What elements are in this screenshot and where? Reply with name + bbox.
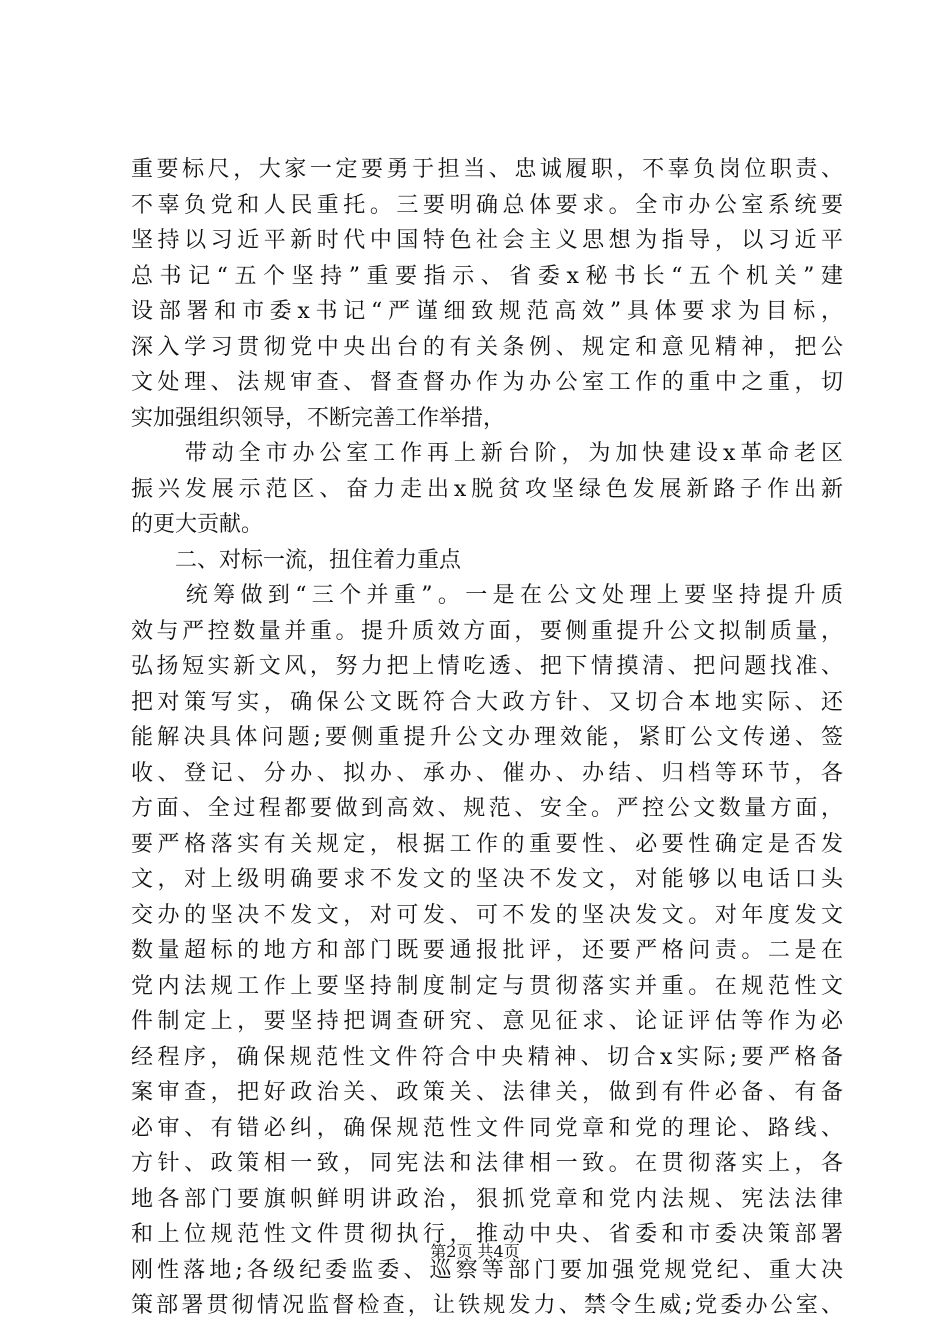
text-line: 方针、政策相一致，同宪法和法律相一致。在贯彻落实上，各	[131, 1151, 843, 1176]
text-line: 统筹做到“三个并重”。一是在公文处理上要坚持提升质	[131, 583, 843, 608]
text-line: 收、登记、分办、拟办、承办、催办、办结、归档等环节，各	[131, 760, 843, 786]
text-line: 总书记“五个坚持”重要指示、省委x秘书长“五个机关”建	[131, 263, 843, 289]
text-line: 地各部门要旗帜鲜明讲政治，狠抓党章和党内法规、宪法法律	[131, 1186, 843, 1212]
text-line: 文处理、法规审查、督查督办作为办公室工作的重中之重，切	[131, 370, 843, 395]
text-line: 必审、有错必纠，确保规范性文件同党章和党的理论、路线、	[131, 1115, 843, 1141]
text-line: 二、对标一流，扭住着力重点	[131, 547, 462, 573]
text-line: 能解决具体问题;要侧重提升公文办理效能，紧盯公文传递、签	[131, 725, 843, 750]
text-line: 党内法规工作上要坚持制度制定与贯彻落实并重。在规范性文	[131, 973, 843, 999]
text-line: 数量超标的地方和部门既要通报批评，还要严格问责。二是在	[131, 938, 843, 963]
document-body	[131, 152, 843, 1324]
text-line: 经程序，确保规范性文件符合中央精神、切合x实际;要严格备	[131, 1044, 843, 1070]
text-line: 设部署和市委x书记“严谨细致规范高效”具体要求为目标，	[131, 299, 843, 324]
text-line: 坚持以习近平新时代中国特色社会主义思想为指导，以习近平	[131, 228, 843, 253]
text-line: 策部署贯彻情况监督检查，让铁规发力、禁令生威;党委办公室、	[131, 1293, 843, 1318]
text-line: 刚性落地;各级纪委监委、巡察等部门要加强党规党纪、重大决	[131, 1257, 843, 1283]
page-footer: 第2页 共4页	[430, 1242, 520, 1261]
text-line: 弘扬短实新文风，努力把上情吃透、把下情摸清、把问题找准、	[131, 654, 843, 679]
text-line: 方面、全过程都要做到高效、规范、安全。严控公文数量方面，	[131, 796, 843, 821]
text-line: 带动全市办公室工作再上新台阶，为加快建设x革命老区	[131, 441, 843, 466]
text-line: 深入学习贯彻党中央出台的有关条例、规定和意见精神，把公	[131, 334, 843, 360]
text-line: 的更大贡献。	[131, 512, 264, 537]
text-line: 实加强组织领导，不断完善工作举措，	[131, 405, 506, 431]
text-line: 案审查，把好政治关、政策关、法律关，做到有件必备、有备	[131, 1080, 843, 1105]
text-line: 不辜负党和人民重托。三要明确总体要求。全市办公室系统要	[131, 192, 843, 218]
text-line: 把对策写实，确保公文既符合大政方针、又切合本地实际、还	[131, 689, 843, 715]
text-line: 重要标尺，大家一定要勇于担当、忠诚履职，不辜负岗位职责、	[131, 157, 843, 182]
text-line: 交办的坚决不发文，对可发、可不发的坚决发文。对年度发文	[131, 902, 843, 928]
text-line: 和上位规范性文件贯彻执行，推动中央、省委和市委决策部署	[131, 1222, 843, 1247]
text-line: 效与严控数量并重。提升质效方面，要侧重提升公文拟制质量，	[131, 618, 843, 644]
text-line: 文，对上级明确要求不发文的坚决不发文，对能够以电话口头	[131, 867, 843, 892]
text-line: 件制定上，要坚持把调查研究、意见征求、论证评估等作为必	[131, 1009, 843, 1034]
text-line: 振兴发展示范区、奋力走出x脱贫攻坚绿色发展新路子作出新	[131, 476, 843, 502]
text-line: 要严格落实有关规定，根据工作的重要性、必要性确定是否发	[131, 831, 843, 857]
